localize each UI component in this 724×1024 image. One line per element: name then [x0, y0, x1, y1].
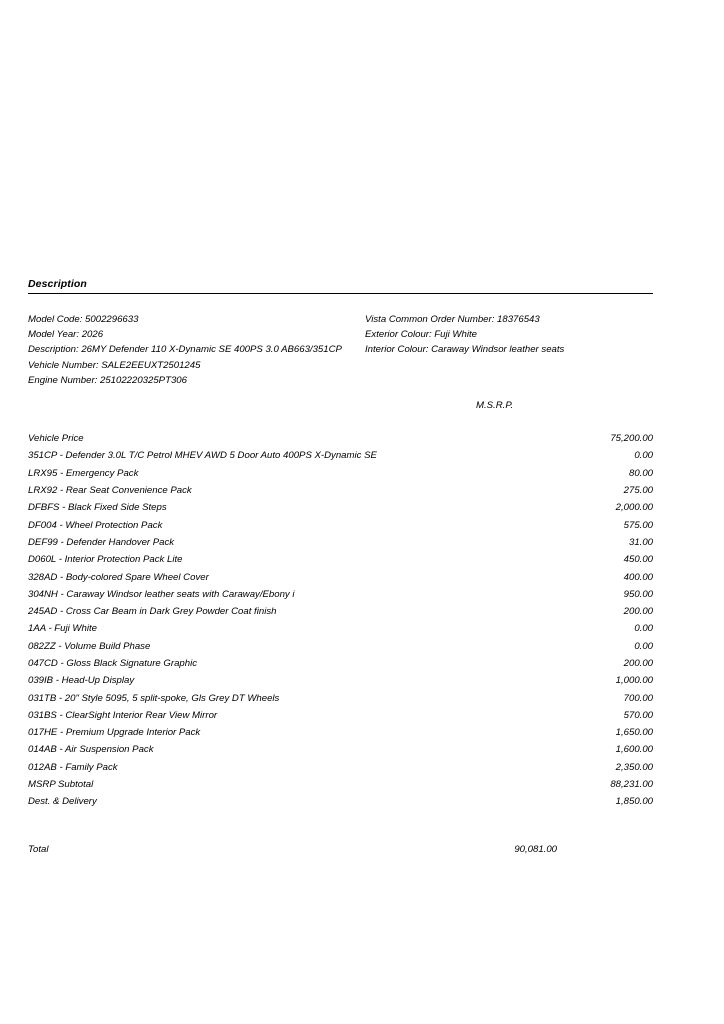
line-item-description: 047CD - Gloss Black Signature Graphic [28, 658, 198, 669]
line-item-description: 082ZZ - Volume Build Phase [28, 640, 151, 652]
table-row [28, 430, 653, 447]
detail-model-year: Model Year: 2026 [28, 329, 104, 341]
table-row [28, 741, 653, 758]
table-row [28, 482, 653, 499]
line-item-amount: 0.00 [634, 623, 653, 635]
table-row [28, 603, 653, 620]
line-item-amount: 2,350.00 [615, 761, 653, 773]
line-item-description: DFBFS - Black Fixed Side Steps [28, 502, 167, 514]
line-item-amount: 450.00 [623, 554, 653, 566]
line-item-amount: 31.00 [628, 536, 653, 548]
line-item-description: LRX92 - Rear Seat Convenience Pack [28, 485, 192, 497]
table-row [28, 655, 653, 672]
line-item-description: 328AD - Body-colored Spare Wheel Cover [28, 571, 209, 583]
detail-vista-common-order-number: Vista Common Order Number: 18376543 [365, 314, 540, 325]
table-row [28, 689, 653, 706]
table-row [28, 516, 653, 533]
line-item-amount: 75,200.00 [610, 433, 653, 445]
table-row [28, 465, 653, 482]
line-item-description: 017HE - Premium Upgrade Interior Pack [28, 727, 201, 739]
line-item-amount: 1,000.00 [615, 675, 653, 687]
line-item-amount: 80.00 [628, 467, 653, 479]
line-item-description: MSRP Subtotal [28, 779, 94, 791]
line-item-description: 012AB - Family Pack [28, 761, 118, 773]
line-item-description: 039IB - Head-Up Display [28, 675, 135, 687]
line-item-description: Dest. & Delivery [28, 796, 97, 808]
table-row [28, 568, 653, 585]
detail-model-code: Model Code: 5002296633 [28, 314, 139, 325]
line-item-amount: 400.00 [623, 571, 653, 583]
total-row [28, 844, 653, 862]
table-row-delivery [28, 793, 653, 810]
table-row [28, 759, 653, 776]
line-item-description: D060L - Interior Protection Pack Lite [28, 554, 183, 566]
document-body [28, 278, 653, 862]
table-row-subtotal [28, 776, 653, 793]
line-item-amount: 200.00 [623, 606, 653, 618]
table-row [28, 620, 653, 637]
line-item-amount: 200.00 [623, 658, 653, 669]
table-row [28, 534, 653, 551]
line-item-amount: 275.00 [623, 485, 653, 497]
table-row [28, 499, 653, 516]
section-divider [28, 293, 653, 294]
line-item-description: 031BS - ClearSight Interior Rear View Mirror [28, 709, 218, 721]
detail-engine-number: Engine Number: 25102220325PT306 [28, 374, 187, 386]
table-row [28, 551, 653, 568]
line-item-description: 351CP - Defender 3.0L T/C Petrol MHEV AWD 5 Door Auto 400PS X-Dynamic SE [28, 450, 377, 462]
line-item-description: 014AB - Air Suspension Pack [28, 744, 154, 756]
line-item-amount: 575.00 [623, 519, 653, 531]
table-row [28, 707, 653, 724]
vehicle-details-left-column [28, 312, 368, 388]
line-item-amount: 88,231.00 [610, 779, 653, 791]
line-item-amount: 700.00 [623, 692, 653, 704]
table-row [28, 724, 653, 741]
total-label: Total [28, 843, 49, 855]
line-item-description: DF004 - Wheel Protection Pack [28, 519, 163, 531]
line-item-description: 304NH - Caraway Windsor leather seats with Caraway/Ebony i [28, 588, 295, 600]
line-item-amount: 1,600.00 [615, 744, 653, 756]
detail-exterior-colour: Exterior Colour: Fuji White [365, 329, 477, 341]
line-items-table [28, 430, 653, 811]
table-row [28, 586, 653, 603]
line-item-amount: 1,850.00 [615, 796, 653, 808]
total-amount: 90,081.00 [514, 843, 557, 855]
price-column-header-row [28, 400, 653, 422]
table-row [28, 672, 653, 689]
detail-description: Description: 26MY Defender 110 X-Dynamic SE 400PS 3.0 AB663/351CP [28, 344, 342, 356]
line-item-amount: 950.00 [623, 588, 653, 600]
detail-interior-colour: Interior Colour: Caraway Windsor leather seats [365, 344, 565, 356]
vehicle-details-block [28, 312, 653, 384]
line-item-amount: 0.00 [634, 450, 653, 462]
price-column-header: M.S.R.P. [476, 400, 514, 411]
line-item-description: 031TB - 20" Style 5095, 5 split-spoke, Gls Grey DT Wheels [28, 692, 280, 704]
line-item-description: Vehicle Price [28, 433, 84, 445]
detail-vehicle-number: Vehicle Number: SALE2EEUXT2501245 [28, 359, 201, 371]
line-item-description: 245AD - Cross Car Beam in Dark Grey Powder Coat finish [28, 606, 277, 618]
line-item-description: LRX95 - Emergency Pack [28, 467, 139, 479]
table-row [28, 638, 653, 655]
line-item-amount: 1,650.00 [615, 727, 653, 739]
line-item-description: DEF99 - Defender Handover Pack [28, 536, 175, 548]
section-title: Description [28, 278, 87, 290]
line-item-amount: 2,000.00 [615, 502, 653, 514]
line-item-description: 1AA - Fuji White [28, 623, 97, 635]
vehicle-details-right-column [365, 312, 655, 358]
line-item-amount: 0.00 [634, 640, 653, 652]
table-row [28, 447, 653, 464]
line-item-amount: 570.00 [623, 709, 653, 721]
